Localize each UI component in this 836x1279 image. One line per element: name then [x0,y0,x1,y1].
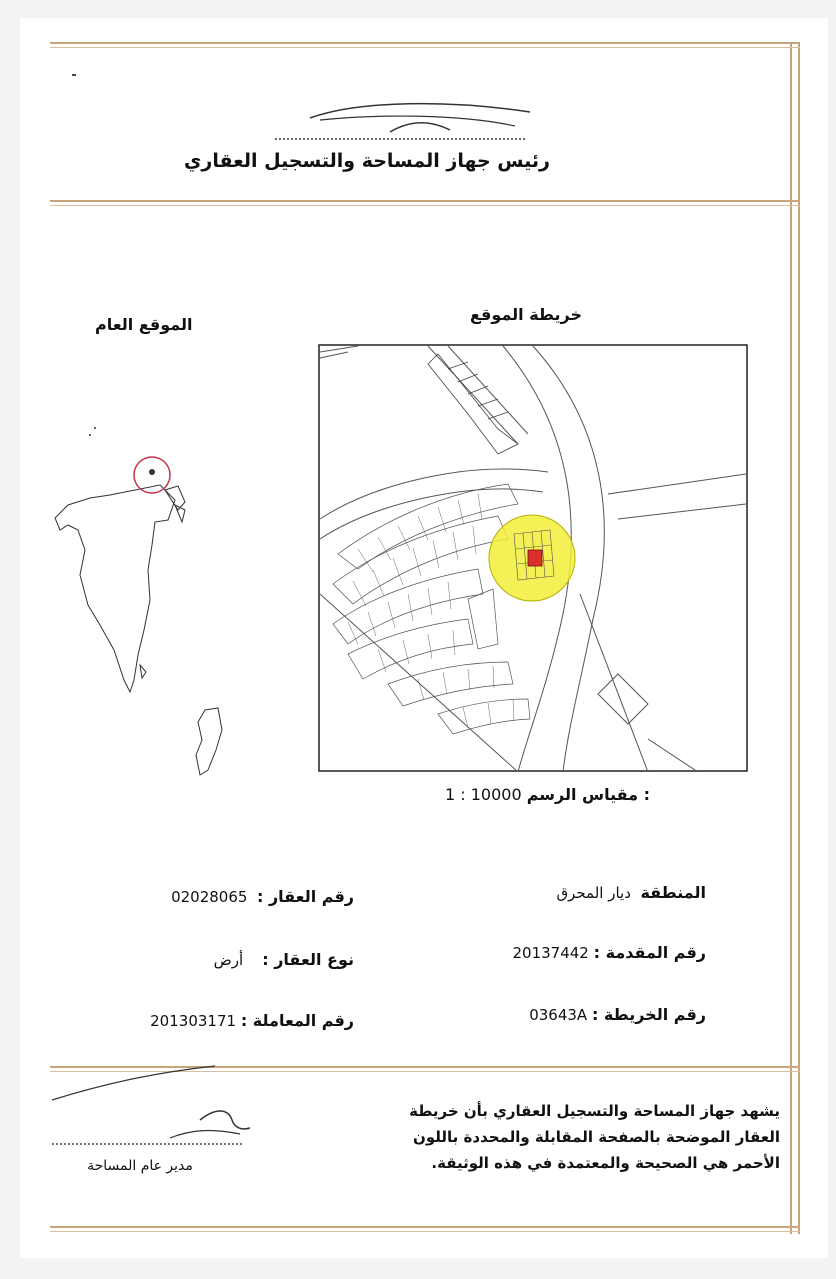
site-map [318,344,748,772]
director-signature-line [52,1143,242,1145]
property-no-label: رقم العقار : [256,887,354,906]
scale-label: مقياس الرسم : [526,785,651,804]
map-no-label: رقم الخريطة : [591,1005,706,1024]
submission-no-value: 20137442 [512,944,589,962]
director-signature [50,1060,250,1150]
transaction-no-label: رقم المعاملة : [240,1011,354,1030]
map-no-row [529,1005,706,1024]
property-type-value: أرض [213,951,244,969]
map-no-value: 03643A [529,1006,588,1024]
property-type-label: نوع العقار : [262,950,354,969]
selected-parcel [528,550,542,566]
submission-no-label: رقم المقدمة : [593,943,706,962]
scale [445,785,650,804]
region-row [556,883,706,902]
chief-signature [300,100,540,140]
bottom-border-rule [50,1226,800,1232]
transaction-no-value: 201303171 [150,1012,237,1030]
property-no-row [171,887,354,906]
chief-signature-line [275,138,525,140]
frame-border-right [790,42,800,1234]
certification-text [400,1098,780,1176]
submission-row [513,943,707,962]
region-value: ديار المحرق [556,884,631,902]
site-map-label: خريطة الموقع [470,305,583,324]
property-no-value: 02028065 [171,888,248,906]
property-type-row [214,950,354,969]
general-location-label: الموقع العام [95,315,193,334]
director-title: مدير عام المساحة [87,1158,193,1174]
header-divider [50,200,800,206]
top-border-rule [50,42,800,48]
certification-line-3: الأحمر هي الصحيحة والمعتمدة في هذه الوثيقة. [431,1154,780,1172]
region-label: المنطقة [640,883,706,902]
certification-line-1: يشهد جهاز المساحة والتسجيل العقاري بأن خريطة [409,1102,780,1120]
general-location-map [40,410,240,790]
chief-title: رئيس جهاز المساحة والتسجيل العقاري [183,150,550,172]
corner-mark [72,74,76,76]
certification-line-2: العقار الموضحة بالصفحة المقابلة والمحددة باللون [413,1128,780,1146]
transaction-no-row [150,1011,354,1030]
scale-value: 1 : 10000 [445,785,522,804]
